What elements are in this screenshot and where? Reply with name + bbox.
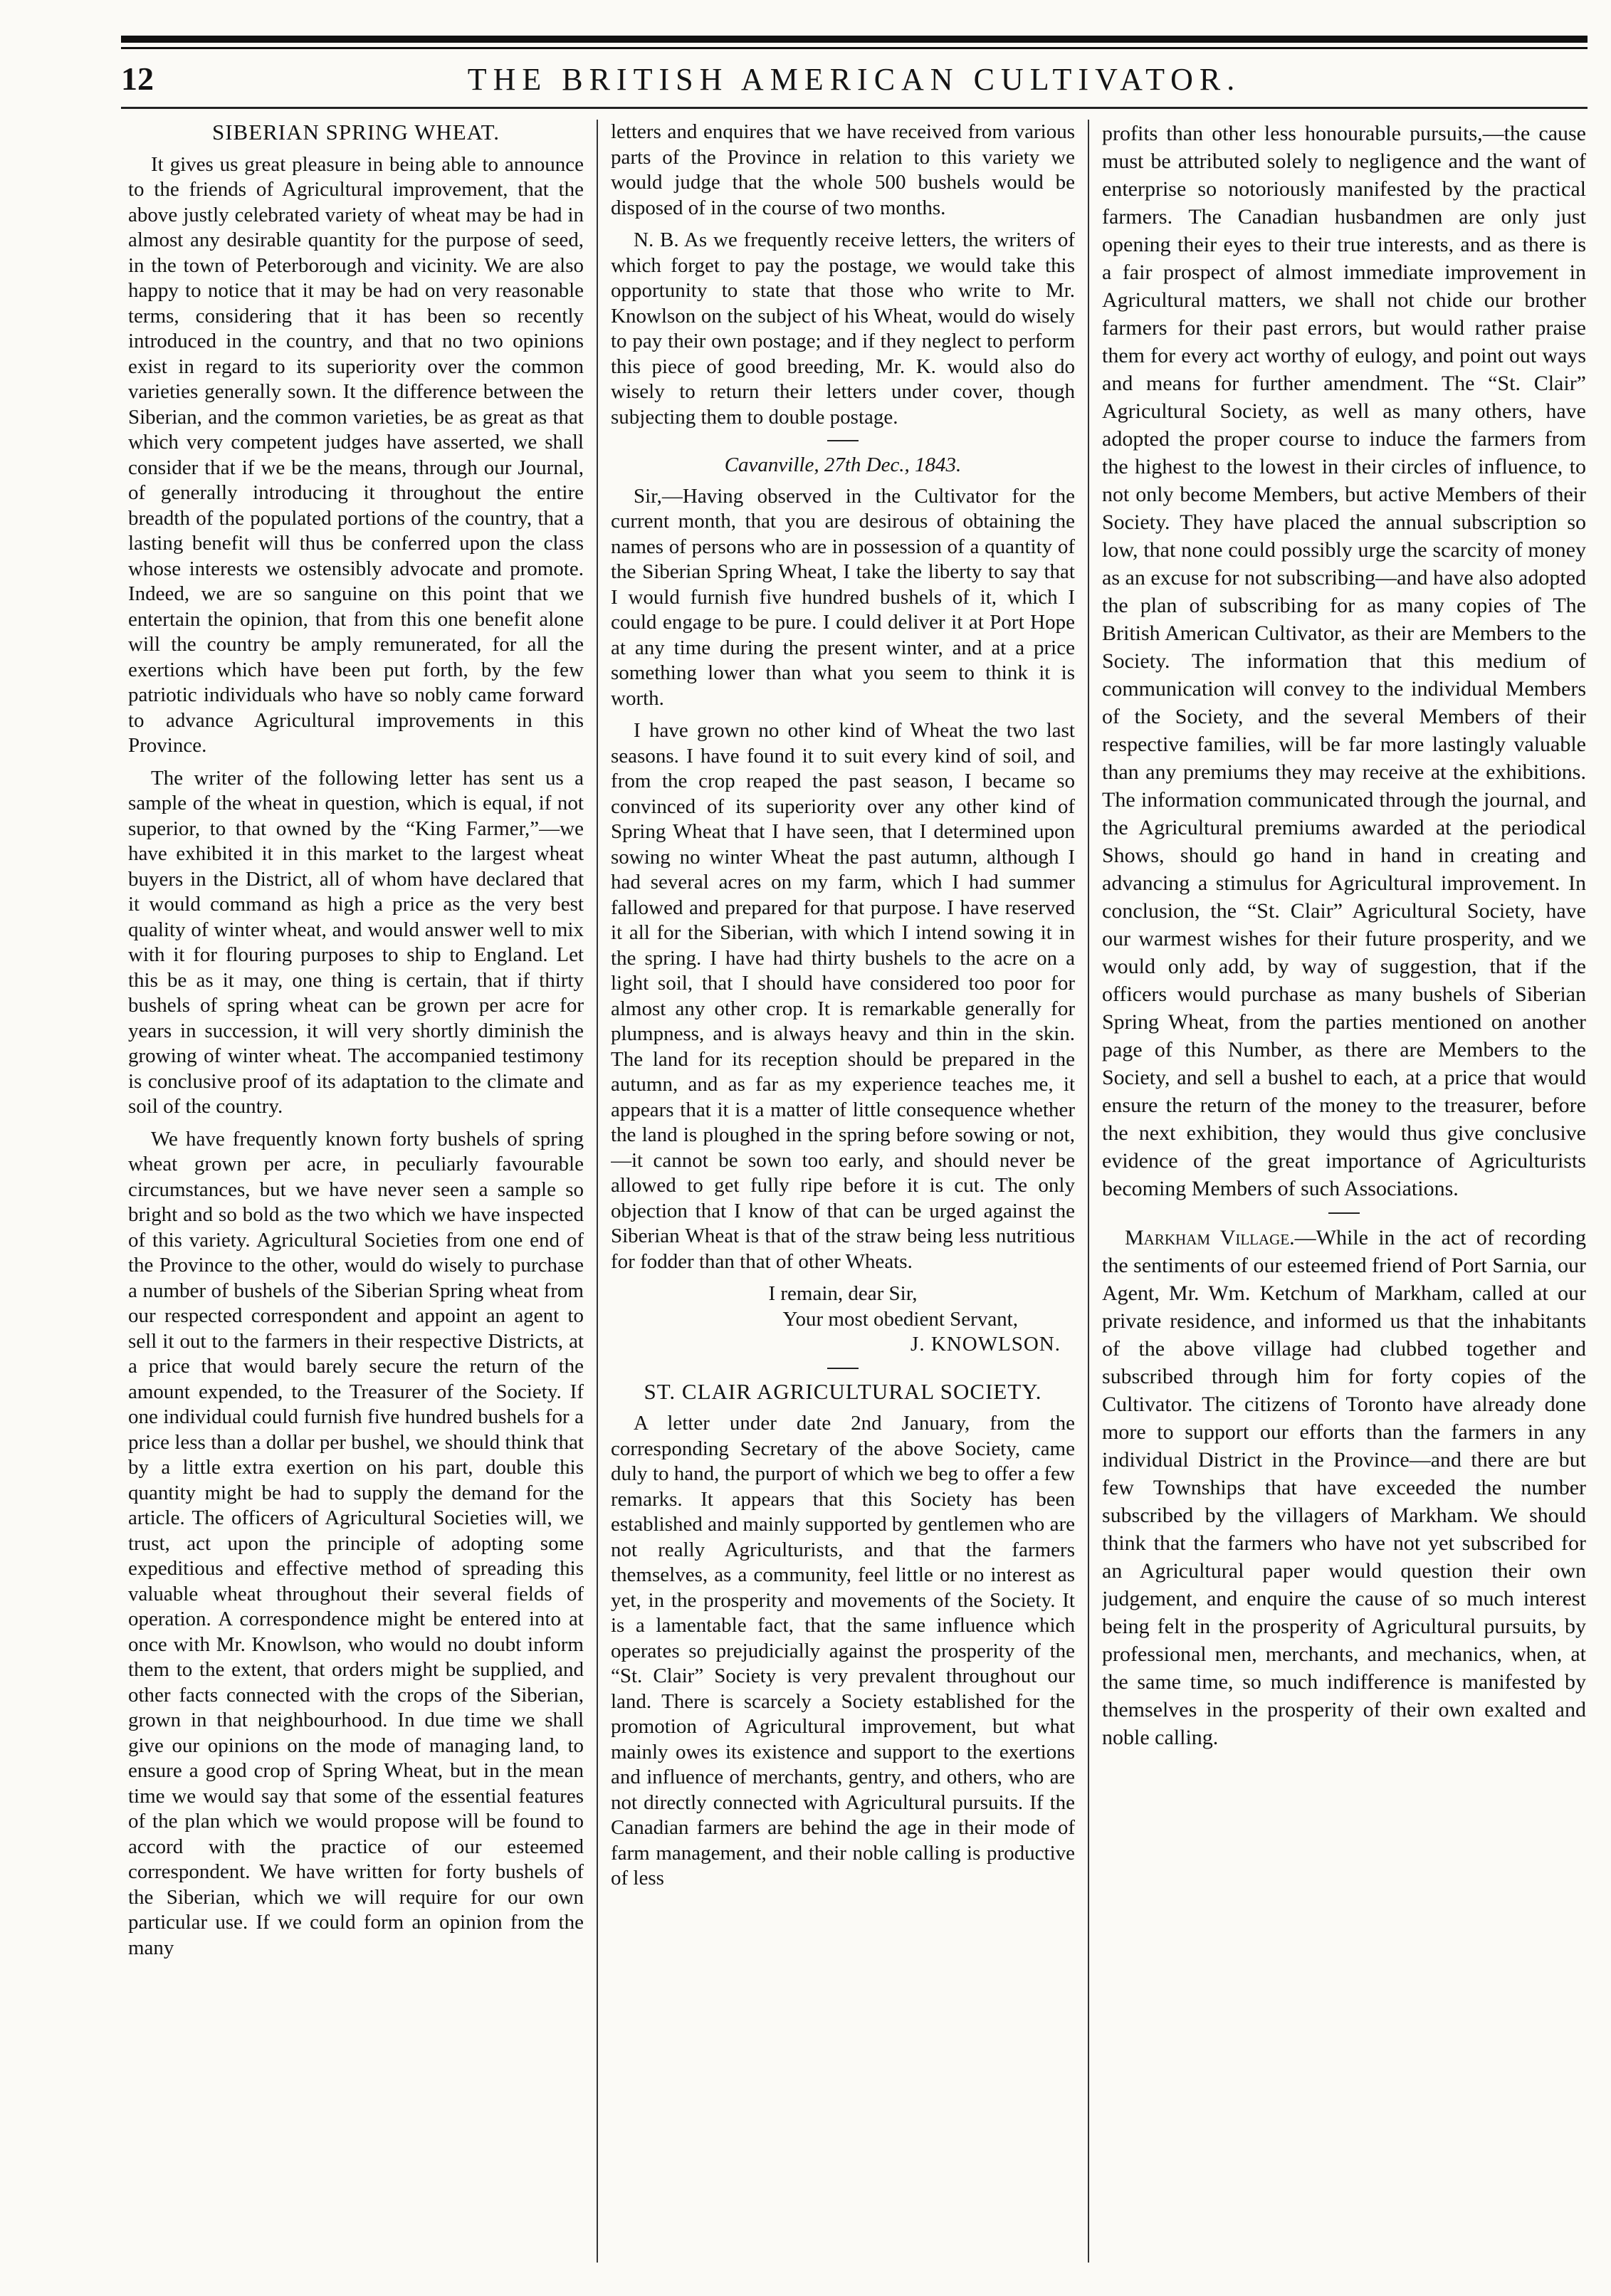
column-middle	[611, 120, 1075, 2263]
top-thin-rule	[121, 47, 1588, 49]
letter-closing: Your most obedient Servant,	[782, 1307, 1018, 1331]
section-separator	[827, 440, 859, 441]
article-title-st-clair: ST. CLAIR AGRICULTURAL SOCIETY.	[644, 1378, 1042, 1404]
article-paragraph: N. B. As we frequently receive letters, the writers of which forget to pay the postage, we would take this opportunity to state that those who write to Mr. Knowlson on the subject of his Wheat, would do wisely to pay their own postage; and if they neglect to perform this piece of good breeding, Mr. K. would also do wisely to return their letters under cover, though subjecting them to double postage.	[611, 229, 1075, 429]
section-separator	[1328, 1212, 1360, 1214]
top-thick-rule	[121, 36, 1588, 43]
page-header	[121, 60, 1588, 103]
article-paragraph: It gives us great pleasure in being able to announce to the friends of Agricultural improvement, that the above justly celebrated variety of wheat may be had in almost any desirable quantity for the purpose of seed, in the town of Peterborough and vicinity. We are also happy to notice that it may be had on very reasonable terms, considering that it has been so recently introduced in the country, and that no two opinions exist in regard to its superiority over the common varieties generally sown. It the difference between the Siberian, and the common varieties, be as great as that which very competent judges have asserted, we shall consider that if we be the means, through our Journal, of generally introducing it throughout the entire breadth of the populated portions of the country, that a lasting benefit will thus be conferred upon the class whose interests we ostensibly advocate and promote. Indeed, we are so sanguine on this point that we entertain the opinion, that from this one benefit alone will the country be amply remunerated, for all the exertions which have been put forth, by the few patriotic individuals who have so nobly came forward to advance Agricultural improvements in this Province.	[128, 152, 584, 757]
article-paragraph: profits than other less honourable pursuits,—the cause must be attributed solely to negligence and the want of enterprise so notoriously manifested by the practical farmers. The Canadian husbandmen are only just opening their eyes to their true interests, and as there is a fair prospect of almost immediate improvement in Agricultural matters, we shall not chide our brother farmers for their past errors, but would rather praise them for every act worthy of eulogy, and point out ways and means for further amendment. The “St. Clair” Agricultural Society, as well as many others, have adopted the proper course to induce the farmers from the highest to the lowest in their circles of influence, to not only become Members, but active Members of their Society. They have placed the annual subscription so low, that none could possibly urge the scarcity of money as an excuse for not subscribing—and have also adopted the plan of subscribing for as many copies of The British American Cultivator, as their are Members to the Society. The information that this medium of communication will convey to the individual Members of the Society, and the several Members of their respective families, will be far more lastingly valuable than any premiums they may receive at the exhibitions. The information communicated through the journal, and the Agricultural premiums awarded at the periodical Shows, should go hand in hand in creating and advancing a stimulus for Agricultural improvement. In conclusion, the “St. Clair” Agricultural Society, have our warmest wishes for their future prosperity, and we would only add, by way of suggestion, that if the officers would purchase as many bushels of Siberian Spring Wheat, from the parties mentioned on another page of this Number, as there are Members to the Society, and sell a bushel to each, at a price that would ensure the return of the money to the treasurer, before the next exhibition, they would thus give conclusive evidence of the great importance of Agriculturists becoming Members of such Associations.	[1102, 122, 1586, 1200]
markham-village-lead: Markham Village.	[1125, 1226, 1295, 1249]
article-title-siberian-wheat: SIBERIAN SPRING WHEAT.	[211, 120, 500, 145]
letter-signature: J. KNOWLSON.	[911, 1333, 1061, 1356]
section-separator	[827, 1368, 859, 1369]
column-right	[1102, 120, 1586, 2263]
letter-closing: I remain, dear Sir,	[768, 1282, 918, 1305]
column-left	[128, 120, 584, 2263]
article-paragraph: The writer of the following letter has sent us a sample of the wheat in question, which is equal, if not superior, to that owned by the “King Farmer,”—we have exhibited it in this market to the largest wheat buyers in the District, all of whom have declared that it would command as high a price as the very best quality of winter wheat, and would answer well to mix with it for flouring purposes to ship to England. Let this be as it may, one thing is certain, that if thirty bushels of spring wheat can be grown per acre for years in succession, it will very shortly diminish the growing of winter wheat. The accompanied testimony is conclusive proof of its adaptation to the climate and soil of the country.	[128, 766, 584, 1118]
header-rule	[121, 107, 1588, 109]
article-paragraph: letters and enquires that we have received from various parts of the Province in relation to this variety we would judge that the whole 500 bushels would be disposed of in the course of two months.	[611, 120, 1075, 219]
letter-paragraph: I have grown no other kind of Wheat the two last seasons. I have found it to suit every kind of soil, and from the crop reaped the past season, I became so convinced of its superiority over any other kind of Spring Wheat that I have seen, that I determined upon sowing no winter Wheat the past autumn, although I had several acres on my farm, which I had summer fallowed and prepared for that purpose. I have reserved it all for the Siberian, with which I intend sowing it in the spring. I have had thirty bushels to the acre on a light soil, that I should have considered too poor for almost any other crop. It is remarkable generally for plumpness, and is always heavy and thin in the skin. The land for its reception should be prepared in the autumn, and as far as my experience teaches me, it appears that it is a matter of little consequence whether the land is ploughed in the spring before sowing or not,—it cannot be sown too early, and should never be allowed to get fully ripe before it is cut. The only objection that I know of that can be urged against the Siberian Wheat is that of the straw being less nutritious for fodder than that of other Wheats.	[611, 719, 1075, 1273]
letter-dateline: Cavanville, 27th Dec., 1843.	[724, 454, 962, 476]
masthead-title: THE BRITISH AMERICAN CULTIVATOR.	[467, 62, 1242, 97]
page-number: 12	[121, 61, 154, 97]
column-divider	[1088, 120, 1089, 2263]
article-paragraph: A letter under date 2nd January, from the corresponding Secretary of the above Society, came duly to hand, the purport of which we beg to offer a few remarks. It appears that this Society has been established and mainly supported by gentlemen who are not really Agriculturists, and that the farmers themselves, as a community, feel little or no interest as yet, in the prosperity and movements of the Society. It is a lamentable fact, that the same influence which operates so prejudicially against the prosperity of the “St. Clair” Society is very prevalent throughout our land. There is scarcely a Society established for the promotion of Agricultural improvement, but what mainly owes its existence and support to the exertions and influence of merchants, gentry, and others, who are not directly connected with Agricultural pursuits. If the Canadian farmers are behind the age in their mode of farm management, and their noble calling is productive of less	[611, 1412, 1075, 1889]
article-paragraph: We have frequently known forty bushels of spring wheat grown per acre, in peculiarly favourable circumstances, but we have never seen a sample so bright and so bold as the two which we have inspected of this variety. Agricultural Societies from one end of the Province to the other, would do wisely to purchase a number of bushels of the Siberian Spring wheat from our respected correspondent and appoint an agent to sell it out to the farmers in their respective Districts, at a price that would barely secure the return of the amount expended, to the Treasurer of the Society. If one individual could furnish five hundred bushels for a price less than a dollar per bushel, we should think that by a little extra exertion on his part, double this quantity might be had to supply the demand for the article. The officers of Agricultural Societies will, we trust, act upon the principle of adopting some expeditious and effective method of spreading this valuable wheat throughout their several fields of operation. A correspondence might be entered into at once with Mr. Knowlson, who would no doubt inform them to the extent, that orders might be supplied, and other facts connected with the crops of the Siberian, grown in that neighbourhood. In due time we shall give our opinions on the mode of managing land, to ensure a good crop of Spring Wheat, but in the mean time we would say that some of the essential features of the plan which we would propose will be found to accord with the practice of our esteemed correspondent. We have written for forty bushels of the Siberian, which we will require for our own particular use. If we could form an opinion from the many	[128, 1127, 584, 1959]
article-paragraph	[1102, 1224, 1586, 1751]
letter-paragraph: Sir,—Having observed in the Cultivator for the current month, that you are desirous of obtaining the names of persons who are in possession of a quantity of the Siberian Spring Wheat, I take the liberty to say that I would furnish five hundred bushels of it, which I could engage to be pure. I could deliver it at Port Hope at any time during the present winter, and at a price something lower than what you seem to think it is worth.	[611, 484, 1075, 710]
column-divider	[597, 120, 598, 2263]
markham-village-text: —While in the act of recording the sentiments of our esteemed friend of Port Sarnia, our Agent, Mr. Wm. Ketchum of Markham, called at our private residence, and informed us that the inhabitants of the above village had clubbed together and subscribed through him for forty copies of the Cultivator. The citizens of Toronto have already done more to support our efforts than the farmers in any individual District in the Province—and there are but few Townships that have exceeded the number subscribed by the villagers of Markham. We should think that the farmers who have not yet subscribed for an Agricultural paper would question their own judgement, and enquire the cause of so much interest being felt in the prosperity of Agricultural pursuits, by professional men, merchants, and mechanics, when, at the same time, so much indifference is manifested by themselves in the prosperity of their own exalted and noble calling.	[1102, 1226, 1586, 1749]
